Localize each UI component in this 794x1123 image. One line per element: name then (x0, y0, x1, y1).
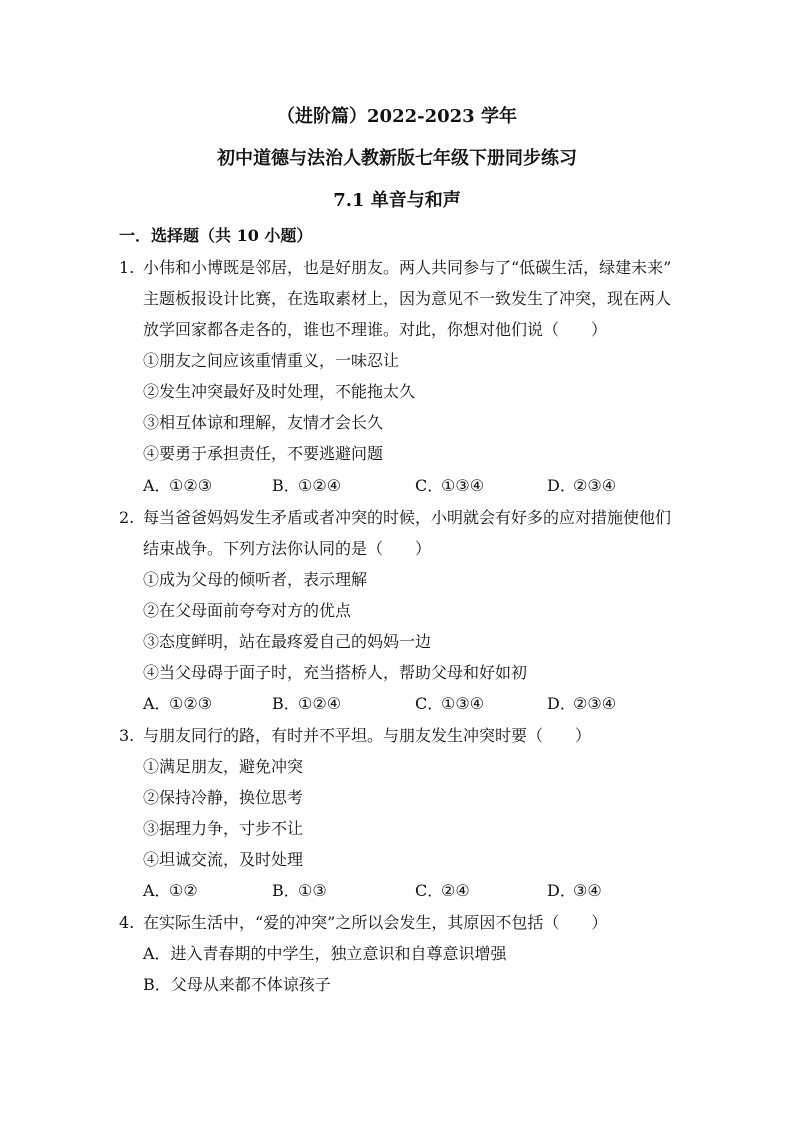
option-text: ①②③ (169, 476, 213, 495)
statement: ③相互体谅和理解，友情才会长久 (143, 413, 384, 432)
option-c (415, 476, 484, 496)
option-text: ①③④ (441, 476, 485, 495)
option-text: ①②④ (298, 694, 342, 713)
choice: B．父母从来都不体谅孩子 (143, 975, 331, 994)
option-text: ①②③ (169, 694, 213, 713)
statement: ④坦诚交流，及时处理 (143, 850, 304, 869)
option-text: ③④ (573, 881, 602, 900)
option-text: ②③④ (573, 694, 617, 713)
statement: ①成为父母的倾听者，表示理解 (143, 570, 368, 589)
option-d (547, 881, 602, 901)
question-number: 1. (119, 258, 135, 277)
option-text: ①②④ (298, 476, 342, 495)
question-stem-line: 小伟和小博既是邻居，也是好朋友。两人共同参与了“低碳生活，绿建未来” (143, 258, 672, 277)
option-letter: B． (272, 694, 300, 713)
option-text: ①② (169, 881, 198, 900)
question-number: 2. (119, 508, 135, 527)
section-heading: 一．选择题（共 10 小题） (119, 226, 313, 245)
statement: ④当父母碍于面子时，充当搭桥人，帮助父母和好如初 (143, 663, 528, 682)
title-year: （进阶篇）2022-2023 学年 (277, 106, 517, 127)
option-letter: D． (547, 476, 576, 495)
option-text: ②③④ (573, 476, 617, 495)
option-letter: A． (143, 694, 171, 713)
option-d (547, 476, 616, 496)
statement: ②在父母面前夸夸对方的优点 (143, 601, 352, 620)
option-letter: C． (415, 694, 444, 713)
option-text: ①③ (298, 881, 327, 900)
statement: ②保持冷静，换位思考 (143, 788, 304, 807)
option-c (415, 881, 470, 901)
choice: A．进入青春期的中学生，独立意识和自尊意识增强 (143, 944, 507, 963)
statement: ③态度鲜明，站在最疼爱自己的妈妈一边 (143, 632, 432, 651)
option-letter: B． (272, 476, 300, 495)
option-letter: B． (272, 881, 300, 900)
title-course: 初中道德与法治人教新版七年级下册同步练习 (217, 148, 577, 169)
option-letter: C． (415, 881, 444, 900)
statement: ④要勇于承担责任，不要逃避问题 (143, 444, 384, 463)
option-c (415, 694, 484, 714)
question-stem-line: 在实际生活中，“爱的冲突”之所以会发生，其原因不包括（ ） (143, 913, 608, 932)
option-letter: D． (547, 881, 576, 900)
option-a (143, 694, 212, 714)
statement: ①满足朋友，避免冲突 (143, 757, 304, 776)
option-a (143, 476, 212, 496)
option-a (143, 881, 198, 901)
question-stem-line: 与朋友同行的路，有时并不平坦。与朋友发生冲突时要（ ） (143, 726, 592, 745)
question-number: 3. (119, 726, 135, 745)
question-number: 4. (119, 913, 135, 932)
option-letter: D． (547, 694, 576, 713)
question-stem-line: 结束战争。下列方法你认同的是（ ） (143, 539, 432, 558)
option-letter: A． (143, 476, 171, 495)
statement: ③据理力争，寸步不让 (143, 819, 304, 838)
option-letter: C． (415, 476, 444, 495)
option-text: ②④ (441, 881, 470, 900)
question-stem-line: 放学回家都各走各的，谁也不理谁。对此，你想对他们说（ ） (143, 320, 608, 339)
statement: ①朋友之间应该重情重义，一味忍让 (143, 351, 400, 370)
option-b (272, 476, 341, 496)
title-lesson: 7.1 单音与和声 (333, 190, 461, 211)
option-text: ①③④ (441, 694, 485, 713)
option-b (272, 881, 327, 901)
option-b (272, 694, 341, 714)
statement: ②发生冲突最好及时处理，不能拖太久 (143, 382, 416, 401)
option-d (547, 694, 616, 714)
option-letter: A． (143, 881, 171, 900)
question-stem-line: 主题板报设计比赛，在选取素材上，因为意见不一致发生了冲突，现在两人 (143, 289, 672, 308)
question-stem-line: 每当爸爸妈妈发生矛盾或者冲突的时候，小明就会有好多的应对措施使他们 (143, 508, 672, 527)
